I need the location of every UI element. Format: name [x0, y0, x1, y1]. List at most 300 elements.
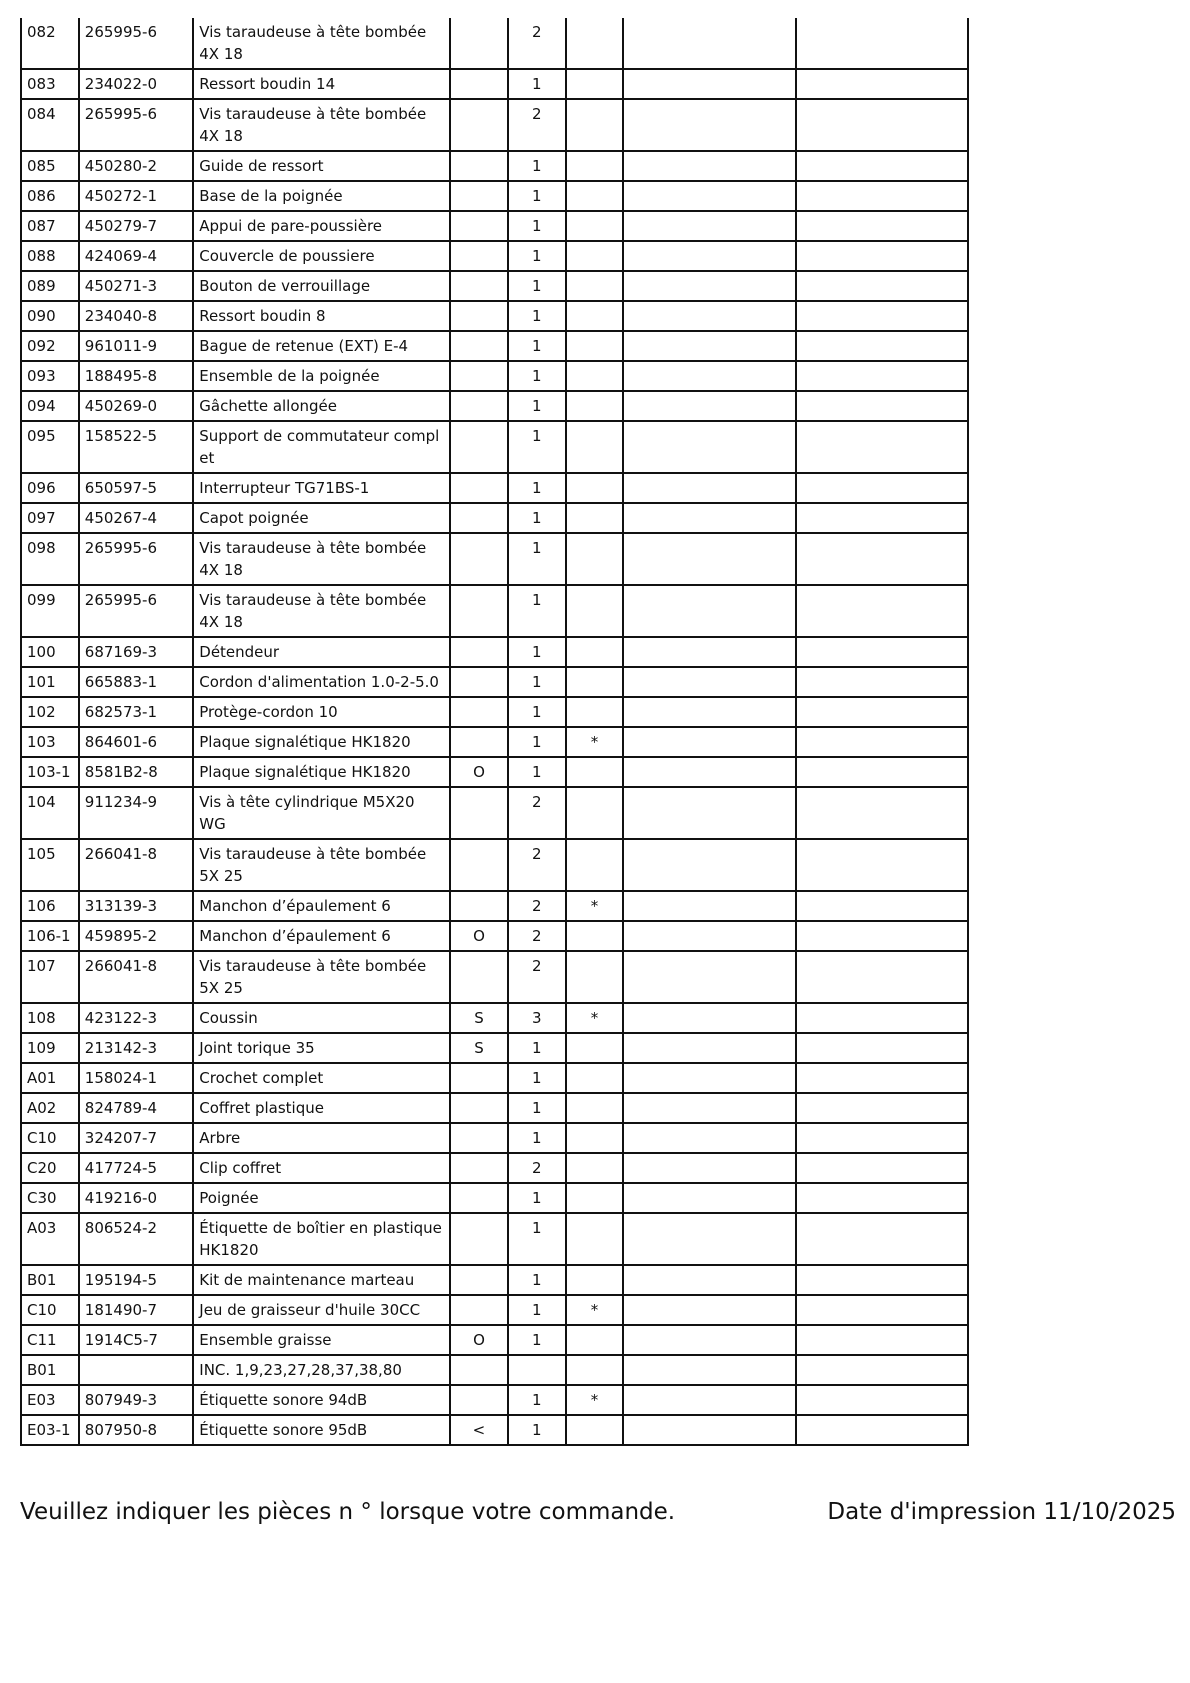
description-cell: Manchon d’épaulement 6 — [193, 921, 450, 951]
part-number-cell: 911234-9 — [79, 787, 193, 839]
flag-cell: S — [450, 1003, 508, 1033]
empty-cell — [796, 331, 968, 361]
note-cell — [566, 1213, 624, 1265]
ref-cell: E03-1 — [21, 1415, 79, 1445]
description-cell: Jeu de graisseur d'huile 30CC — [193, 1295, 450, 1325]
flag-cell — [450, 301, 508, 331]
ref-cell: C10 — [21, 1295, 79, 1325]
part-number-cell: 419216-0 — [79, 1183, 193, 1213]
flag-cell — [450, 99, 508, 151]
empty-cell — [796, 787, 968, 839]
table-row — [21, 637, 968, 667]
quantity-cell: 1 — [508, 421, 566, 473]
part-number-cell: 234022-0 — [79, 69, 193, 99]
table-row — [21, 331, 968, 361]
empty-cell — [796, 839, 968, 891]
flag-cell: O — [450, 921, 508, 951]
part-number-cell: 450272-1 — [79, 181, 193, 211]
quantity-cell — [508, 1355, 566, 1385]
note-cell — [566, 271, 624, 301]
table-row — [21, 1153, 968, 1183]
description-cell: Crochet complet — [193, 1063, 450, 1093]
ref-cell: 083 — [21, 69, 79, 99]
empty-cell — [623, 391, 795, 421]
table-row — [21, 151, 968, 181]
empty-cell — [796, 1093, 968, 1123]
flag-cell — [450, 839, 508, 891]
description-cell: Poignée — [193, 1183, 450, 1213]
note-cell — [566, 473, 624, 503]
empty-cell — [623, 181, 795, 211]
flag-cell — [450, 331, 508, 361]
quantity-cell: 1 — [508, 727, 566, 757]
flag-cell — [450, 787, 508, 839]
ref-cell: 108 — [21, 1003, 79, 1033]
quantity-cell: 1 — [508, 1415, 566, 1445]
table-row — [21, 1325, 968, 1355]
part-number-cell: 650597-5 — [79, 473, 193, 503]
quantity-cell: 1 — [508, 1063, 566, 1093]
flag-cell — [450, 421, 508, 473]
note-cell — [566, 151, 624, 181]
quantity-cell: 1 — [508, 1123, 566, 1153]
empty-cell — [796, 697, 968, 727]
description-cell: Guide de ressort — [193, 151, 450, 181]
part-number-cell: 824789-4 — [79, 1093, 193, 1123]
part-number-cell: 450267-4 — [79, 503, 193, 533]
empty-cell — [623, 1033, 795, 1063]
quantity-cell: 1 — [508, 473, 566, 503]
quantity-cell: 1 — [508, 271, 566, 301]
part-number-cell: 450280-2 — [79, 151, 193, 181]
note-cell — [566, 1265, 624, 1295]
table-row — [21, 1265, 968, 1295]
quantity-cell: 1 — [508, 533, 566, 585]
quantity-cell: 1 — [508, 503, 566, 533]
empty-cell — [623, 757, 795, 787]
description-cell: Clip coffret — [193, 1153, 450, 1183]
empty-cell — [796, 1385, 968, 1415]
note-cell — [566, 1123, 624, 1153]
description-cell: Vis taraudeuse à tête bombée 4X 18 — [193, 533, 450, 585]
part-number-cell: 234040-8 — [79, 301, 193, 331]
empty-cell — [796, 1355, 968, 1385]
note-cell — [566, 533, 624, 585]
flag-cell — [450, 473, 508, 503]
flag-cell — [450, 503, 508, 533]
quantity-cell: 1 — [508, 391, 566, 421]
description-cell: Plaque signalétique HK1820 — [193, 727, 450, 757]
quantity-cell: 1 — [508, 757, 566, 787]
part-number-cell: 450279-7 — [79, 211, 193, 241]
empty-cell — [623, 331, 795, 361]
description-cell: INC. 1,9,23,27,28,37,38,80 — [193, 1355, 450, 1385]
empty-cell — [796, 757, 968, 787]
note-cell: * — [566, 1385, 624, 1415]
empty-cell — [623, 921, 795, 951]
quantity-cell: 1 — [508, 181, 566, 211]
empty-cell — [623, 361, 795, 391]
ref-cell: 090 — [21, 301, 79, 331]
empty-cell — [796, 1063, 968, 1093]
table-row — [21, 1213, 968, 1265]
part-number-cell: 195194-5 — [79, 1265, 193, 1295]
table-row — [21, 1063, 968, 1093]
note-cell — [566, 211, 624, 241]
flag-cell — [450, 1093, 508, 1123]
ref-cell: 106-1 — [21, 921, 79, 951]
empty-cell — [796, 361, 968, 391]
ref-cell: 092 — [21, 331, 79, 361]
empty-cell — [623, 637, 795, 667]
table-row — [21, 181, 968, 211]
flag-cell — [450, 1295, 508, 1325]
flag-cell — [450, 1265, 508, 1295]
ref-cell: 109 — [21, 1033, 79, 1063]
description-cell: Support de commutateur compl et — [193, 421, 450, 473]
description-cell: Bouton de verrouillage — [193, 271, 450, 301]
empty-cell — [796, 1153, 968, 1183]
empty-cell — [623, 1325, 795, 1355]
quantity-cell: 1 — [508, 331, 566, 361]
flag-cell — [450, 151, 508, 181]
description-cell: Appui de pare-poussière — [193, 211, 450, 241]
quantity-cell: 2 — [508, 787, 566, 839]
part-number-cell: 424069-4 — [79, 241, 193, 271]
description-cell: Vis à tête cylindrique M5X20 WG — [193, 787, 450, 839]
empty-cell — [796, 637, 968, 667]
parts-table — [20, 18, 969, 1446]
description-cell: Interrupteur TG71BS-1 — [193, 473, 450, 503]
table-row — [21, 421, 968, 473]
part-number-cell: 961011-9 — [79, 331, 193, 361]
flag-cell — [450, 1063, 508, 1093]
part-number-cell: 188495-8 — [79, 361, 193, 391]
ref-cell: 095 — [21, 421, 79, 473]
empty-cell — [796, 1123, 968, 1153]
ref-cell: 089 — [21, 271, 79, 301]
note-cell — [566, 1355, 624, 1385]
ref-cell: 101 — [21, 667, 79, 697]
empty-cell — [623, 1003, 795, 1033]
ref-cell: 097 — [21, 503, 79, 533]
table-row — [21, 361, 968, 391]
part-number-cell: 687169-3 — [79, 637, 193, 667]
table-row — [21, 1033, 968, 1063]
description-cell: Manchon d’épaulement 6 — [193, 891, 450, 921]
part-number-cell: 266041-8 — [79, 951, 193, 1003]
quantity-cell: 2 — [508, 921, 566, 951]
empty-cell — [623, 787, 795, 839]
part-number-cell: 313139-3 — [79, 891, 193, 921]
empty-cell — [796, 1325, 968, 1355]
description-cell: Kit de maintenance marteau — [193, 1265, 450, 1295]
description-cell: Ressort boudin 14 — [193, 69, 450, 99]
description-cell: Bague de retenue (EXT) E-4 — [193, 331, 450, 361]
flag-cell — [450, 1213, 508, 1265]
note-cell — [566, 421, 624, 473]
flag-cell — [450, 891, 508, 921]
empty-cell — [623, 727, 795, 757]
ref-cell: C10 — [21, 1123, 79, 1153]
empty-cell — [623, 951, 795, 1003]
note-cell: * — [566, 1295, 624, 1325]
table-row — [21, 951, 968, 1003]
ref-cell: A03 — [21, 1213, 79, 1265]
flag-cell — [450, 69, 508, 99]
empty-cell — [623, 211, 795, 241]
empty-cell — [623, 1063, 795, 1093]
ref-cell: 104 — [21, 787, 79, 839]
table-row — [21, 839, 968, 891]
quantity-cell: 1 — [508, 697, 566, 727]
ref-cell: 107 — [21, 951, 79, 1003]
table-row — [21, 391, 968, 421]
ref-cell: C30 — [21, 1183, 79, 1213]
quantity-cell: 1 — [508, 1183, 566, 1213]
ref-cell: 105 — [21, 839, 79, 891]
table-row — [21, 667, 968, 697]
part-number-cell: 266041-8 — [79, 839, 193, 891]
quantity-cell: 1 — [508, 1093, 566, 1123]
part-number-cell: 807949-3 — [79, 1385, 193, 1415]
note-cell — [566, 331, 624, 361]
table-row — [21, 1093, 968, 1123]
quantity-cell: 2 — [508, 1153, 566, 1183]
quantity-cell: 3 — [508, 1003, 566, 1033]
table-row — [21, 503, 968, 533]
description-cell: Coffret plastique — [193, 1093, 450, 1123]
flag-cell — [450, 697, 508, 727]
description-cell: Cordon d'alimentation 1.0-2-5.0 — [193, 667, 450, 697]
quantity-cell: 1 — [508, 1265, 566, 1295]
flag-cell — [450, 585, 508, 637]
ref-cell: 086 — [21, 181, 79, 211]
flag-cell — [450, 241, 508, 271]
table-row — [21, 891, 968, 921]
note-cell — [566, 241, 624, 271]
quantity-cell: 1 — [508, 241, 566, 271]
empty-cell — [623, 1153, 795, 1183]
empty-cell — [796, 69, 968, 99]
ref-cell: 093 — [21, 361, 79, 391]
flag-cell: O — [450, 757, 508, 787]
part-number-cell: 8581B2-8 — [79, 757, 193, 787]
empty-cell — [623, 1093, 795, 1123]
note-cell — [566, 585, 624, 637]
ref-cell: C11 — [21, 1325, 79, 1355]
note-cell — [566, 1093, 624, 1123]
quantity-cell: 1 — [508, 211, 566, 241]
table-row — [21, 99, 968, 151]
flag-cell — [450, 637, 508, 667]
note-cell — [566, 757, 624, 787]
description-cell: Couvercle de poussiere — [193, 241, 450, 271]
description-cell: Vis taraudeuse à tête bombée 5X 25 — [193, 951, 450, 1003]
empty-cell — [623, 1183, 795, 1213]
quantity-cell: 1 — [508, 301, 566, 331]
ref-cell: 106 — [21, 891, 79, 921]
table-row — [21, 1295, 968, 1325]
part-number-cell: 450271-3 — [79, 271, 193, 301]
table-row — [21, 757, 968, 787]
empty-cell — [623, 1415, 795, 1445]
part-number-cell: 265995-6 — [79, 533, 193, 585]
empty-cell — [623, 99, 795, 151]
flag-cell — [450, 181, 508, 211]
quantity-cell: 1 — [508, 585, 566, 637]
flag-cell — [450, 1355, 508, 1385]
quantity-cell: 1 — [508, 1033, 566, 1063]
flag-cell — [450, 211, 508, 241]
quantity-cell: 1 — [508, 151, 566, 181]
description-cell: Coussin — [193, 1003, 450, 1033]
note-cell — [566, 1325, 624, 1355]
quantity-cell: 2 — [508, 839, 566, 891]
table-row — [21, 585, 968, 637]
table-row — [21, 1003, 968, 1033]
ref-cell: 082 — [21, 18, 79, 69]
flag-cell — [450, 361, 508, 391]
part-number-cell: 158522-5 — [79, 421, 193, 473]
quantity-cell: 2 — [508, 99, 566, 151]
flag-cell — [450, 951, 508, 1003]
part-number-cell: 665883-1 — [79, 667, 193, 697]
table-row — [21, 1355, 968, 1385]
quantity-cell: 2 — [508, 891, 566, 921]
note-cell — [566, 839, 624, 891]
empty-cell — [796, 271, 968, 301]
part-number-cell: 807950-8 — [79, 1415, 193, 1445]
part-number-cell: 181490-7 — [79, 1295, 193, 1325]
flag-cell — [450, 1183, 508, 1213]
note-cell — [566, 1415, 624, 1445]
part-number-cell: 459895-2 — [79, 921, 193, 951]
table-row — [21, 1385, 968, 1415]
empty-cell — [796, 391, 968, 421]
flag-cell: S — [450, 1033, 508, 1063]
flag-cell — [450, 667, 508, 697]
table-row — [21, 271, 968, 301]
note-cell: * — [566, 891, 624, 921]
note-cell — [566, 921, 624, 951]
empty-cell — [796, 533, 968, 585]
empty-cell — [796, 891, 968, 921]
description-cell: Gâchette allongée — [193, 391, 450, 421]
flag-cell — [450, 391, 508, 421]
part-number-cell: 265995-6 — [79, 99, 193, 151]
quantity-cell: 1 — [508, 1295, 566, 1325]
description-cell: Étiquette de boîtier en plastique HK1820 — [193, 1213, 450, 1265]
description-cell: Arbre — [193, 1123, 450, 1153]
ref-cell: 103 — [21, 727, 79, 757]
ref-cell: 084 — [21, 99, 79, 151]
ref-cell: A02 — [21, 1093, 79, 1123]
part-number-cell: 682573-1 — [79, 697, 193, 727]
table-row — [21, 18, 968, 69]
quantity-cell: 2 — [508, 951, 566, 1003]
flag-cell — [450, 1153, 508, 1183]
empty-cell — [623, 697, 795, 727]
table-row — [21, 69, 968, 99]
part-number-cell: 213142-3 — [79, 1033, 193, 1063]
empty-cell — [623, 18, 795, 69]
empty-cell — [796, 585, 968, 637]
empty-cell — [623, 585, 795, 637]
description-cell: Ressort boudin 8 — [193, 301, 450, 331]
flag-cell — [450, 1385, 508, 1415]
description-cell: Vis taraudeuse à tête bombée 4X 18 — [193, 18, 450, 69]
table-row — [21, 787, 968, 839]
ref-cell: 099 — [21, 585, 79, 637]
description-cell: Ensemble graisse — [193, 1325, 450, 1355]
quantity-cell: 1 — [508, 1325, 566, 1355]
quantity-cell: 1 — [508, 361, 566, 391]
empty-cell — [796, 951, 968, 1003]
note-cell: * — [566, 1003, 624, 1033]
ref-cell: 088 — [21, 241, 79, 271]
description-cell: Étiquette sonore 94dB — [193, 1385, 450, 1415]
empty-cell — [623, 421, 795, 473]
empty-cell — [623, 151, 795, 181]
note-cell — [566, 697, 624, 727]
empty-cell — [796, 1003, 968, 1033]
empty-cell — [623, 839, 795, 891]
note-cell — [566, 1033, 624, 1063]
empty-cell — [796, 211, 968, 241]
note-cell — [566, 787, 624, 839]
flag-cell: O — [450, 1325, 508, 1355]
table-row — [21, 921, 968, 951]
ref-cell: 102 — [21, 697, 79, 727]
ref-cell: 100 — [21, 637, 79, 667]
table-row — [21, 1123, 968, 1153]
empty-cell — [796, 99, 968, 151]
parts-table-body — [21, 18, 968, 1445]
ref-cell: 096 — [21, 473, 79, 503]
note-cell: * — [566, 727, 624, 757]
empty-cell — [796, 503, 968, 533]
note-cell — [566, 667, 624, 697]
empty-cell — [623, 1213, 795, 1265]
quantity-cell: 1 — [508, 667, 566, 697]
empty-cell — [796, 301, 968, 331]
description-cell: Vis taraudeuse à tête bombée 5X 25 — [193, 839, 450, 891]
table-row — [21, 241, 968, 271]
empty-cell — [796, 1295, 968, 1325]
ref-cell: 085 — [21, 151, 79, 181]
flag-cell — [450, 1123, 508, 1153]
part-number-cell: 265995-6 — [79, 585, 193, 637]
empty-cell — [623, 473, 795, 503]
empty-cell — [623, 1295, 795, 1325]
empty-cell — [623, 503, 795, 533]
description-cell: Plaque signalétique HK1820 — [193, 757, 450, 787]
ref-cell: 098 — [21, 533, 79, 585]
empty-cell — [796, 1415, 968, 1445]
part-number-cell: 806524-2 — [79, 1213, 193, 1265]
flag-cell — [450, 18, 508, 69]
empty-cell — [796, 1183, 968, 1213]
note-cell — [566, 181, 624, 211]
flag-cell — [450, 727, 508, 757]
part-number-cell: 1914C5-7 — [79, 1325, 193, 1355]
empty-cell — [796, 151, 968, 181]
note-cell — [566, 951, 624, 1003]
note-cell — [566, 18, 624, 69]
ref-cell: 094 — [21, 391, 79, 421]
table-row — [21, 727, 968, 757]
